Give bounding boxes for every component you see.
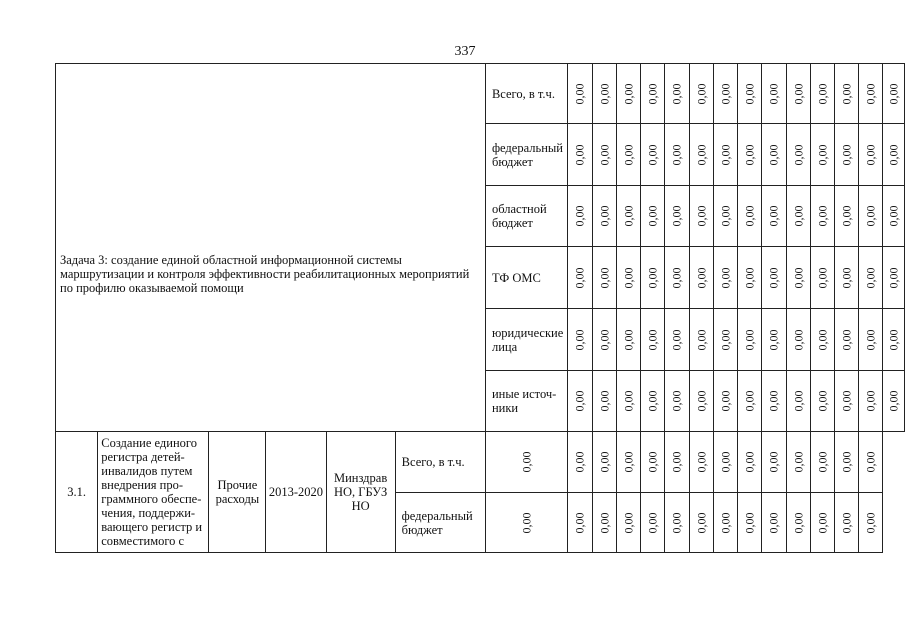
value-cell — [592, 186, 616, 247]
value-cell — [592, 247, 616, 309]
value-cell — [713, 493, 737, 553]
value-cell — [835, 186, 859, 247]
value-cell — [810, 309, 834, 371]
value-text: 0,00 — [815, 83, 830, 104]
value-text: 0,00 — [669, 267, 684, 288]
value-cell — [738, 186, 762, 247]
value-cell — [568, 124, 592, 186]
value-cell — [786, 64, 810, 124]
value-cell — [859, 186, 883, 247]
value-cell — [786, 493, 810, 553]
value-cell — [883, 309, 905, 371]
value-cell — [835, 124, 859, 186]
value-cell — [689, 432, 713, 493]
value-text: 0,00 — [839, 390, 854, 412]
value-text: 0,00 — [572, 512, 587, 533]
value-text: 0,00 — [815, 329, 830, 350]
value-text: 0,00 — [572, 205, 587, 227]
value-text: 0,00 — [791, 451, 806, 473]
value-cell — [835, 309, 859, 371]
value-text: 0,00 — [669, 83, 684, 104]
item-name: Создание единого регистра детей-инвалидов путем внедрения про-граммного обеспе-чения, поддержи-вающего регистр и совместимого с — [98, 432, 209, 553]
value-cell — [689, 124, 713, 186]
value-cell — [810, 124, 834, 186]
value-cell — [616, 309, 640, 371]
value-text: 0,00 — [791, 267, 806, 288]
value-cell — [786, 247, 810, 309]
value-cell — [689, 309, 713, 371]
period: 2013-2020 — [266, 432, 326, 553]
value-text: 0,00 — [621, 329, 636, 350]
value-text: 0,00 — [597, 390, 612, 412]
value-cell — [738, 309, 762, 371]
value-cell — [762, 371, 786, 432]
value-text: 0,00 — [839, 144, 854, 165]
value-cell — [835, 432, 859, 493]
value-cell — [762, 493, 786, 553]
value-text: 0,00 — [863, 329, 878, 350]
value-text: 0,00 — [621, 267, 636, 288]
value-cell — [592, 64, 616, 124]
funding-source: областной бюджет — [485, 186, 567, 247]
value-text: 0,00 — [645, 329, 660, 350]
value-text: 0,00 — [742, 329, 757, 350]
value-cell — [485, 493, 567, 553]
executor: Минздрав НО, ГБУЗ НО — [326, 432, 395, 553]
value-text: 0,00 — [645, 205, 660, 227]
value-text: 0,00 — [791, 205, 806, 227]
value-text: 0,00 — [839, 267, 854, 288]
value-text: 0,00 — [815, 205, 830, 227]
value-cell — [568, 371, 592, 432]
value-text: 0,00 — [519, 451, 534, 473]
value-cell — [883, 247, 905, 309]
value-cell — [616, 432, 640, 493]
value-cell — [762, 309, 786, 371]
value-cell — [786, 432, 810, 493]
value-text: 0,00 — [669, 512, 684, 533]
value-text: 0,00 — [718, 205, 733, 227]
value-cell — [835, 371, 859, 432]
value-cell — [810, 247, 834, 309]
value-text: 0,00 — [863, 390, 878, 412]
value-text: 0,00 — [519, 512, 534, 533]
value-text: 0,00 — [572, 144, 587, 165]
value-cell — [859, 124, 883, 186]
value-cell — [616, 64, 640, 124]
value-text: 0,00 — [645, 451, 660, 473]
value-text: 0,00 — [718, 267, 733, 288]
value-cell — [592, 371, 616, 432]
value-text: 0,00 — [742, 267, 757, 288]
value-cell — [665, 124, 689, 186]
value-cell — [568, 432, 592, 493]
value-cell — [568, 309, 592, 371]
value-cell — [689, 247, 713, 309]
task-description: Задача 3: создание единой областной информационной системы маршрутизации и контроля эффективности реабилитационных мероприятий по профилю оказываемой помощи — [60, 252, 470, 295]
value-text: 0,00 — [791, 329, 806, 350]
value-cell — [810, 493, 834, 553]
value-text: 0,00 — [694, 451, 709, 473]
value-cell — [810, 432, 834, 493]
value-text: 0,00 — [597, 451, 612, 473]
value-text: 0,00 — [572, 329, 587, 350]
value-text: 0,00 — [669, 329, 684, 350]
value-cell — [689, 186, 713, 247]
value-text: 0,00 — [718, 390, 733, 412]
value-text: 0,00 — [621, 451, 636, 473]
value-text: 0,00 — [572, 451, 587, 473]
value-text: 0,00 — [839, 205, 854, 227]
value-text: 0,00 — [766, 83, 781, 104]
value-text: 0,00 — [742, 205, 757, 227]
value-text: 0,00 — [886, 144, 901, 165]
value-text: 0,00 — [597, 144, 612, 165]
value-text: 0,00 — [694, 390, 709, 412]
value-cell — [641, 64, 665, 124]
value-cell — [762, 64, 786, 124]
value-cell — [616, 124, 640, 186]
value-cell — [859, 247, 883, 309]
value-text: 0,00 — [742, 83, 757, 104]
value-text: 0,00 — [886, 390, 901, 412]
value-text: 0,00 — [742, 144, 757, 165]
value-text: 0,00 — [572, 267, 587, 288]
value-text: 0,00 — [645, 83, 660, 104]
value-cell — [738, 64, 762, 124]
funding-source: юридические лица — [485, 309, 567, 371]
value-cell — [713, 124, 737, 186]
table-row — [56, 432, 905, 493]
task-description-cell — [56, 64, 486, 432]
value-text: 0,00 — [621, 205, 636, 227]
value-text: 0,00 — [718, 329, 733, 350]
value-text: 0,00 — [742, 512, 757, 533]
value-cell — [738, 247, 762, 309]
value-text: 0,00 — [766, 390, 781, 412]
value-text: 0,00 — [863, 205, 878, 227]
budget-table — [55, 63, 905, 553]
value-text: 0,00 — [645, 267, 660, 288]
value-text: 0,00 — [621, 83, 636, 104]
value-cell — [568, 186, 592, 247]
value-cell — [738, 432, 762, 493]
value-text: 0,00 — [839, 451, 854, 473]
value-cell — [810, 186, 834, 247]
value-cell — [689, 493, 713, 553]
value-cell — [738, 493, 762, 553]
value-cell — [762, 247, 786, 309]
value-text: 0,00 — [597, 205, 612, 227]
funding-source: федеральный бюджет — [485, 124, 567, 186]
value-text: 0,00 — [694, 267, 709, 288]
value-cell — [665, 247, 689, 309]
value-cell — [859, 309, 883, 371]
value-cell — [713, 64, 737, 124]
value-cell — [641, 124, 665, 186]
value-cell — [835, 493, 859, 553]
value-cell — [883, 64, 905, 124]
value-text: 0,00 — [645, 144, 660, 165]
value-cell — [689, 371, 713, 432]
funding-source: Всего, в т.ч. — [485, 64, 567, 124]
value-text: 0,00 — [766, 329, 781, 350]
value-text: 0,00 — [863, 451, 878, 473]
page-number: 337 — [454, 44, 476, 59]
value-cell — [786, 371, 810, 432]
value-cell — [713, 309, 737, 371]
value-cell — [738, 371, 762, 432]
value-text: 0,00 — [669, 451, 684, 473]
value-cell — [665, 64, 689, 124]
value-cell — [616, 247, 640, 309]
value-text: 0,00 — [839, 329, 854, 350]
value-cell — [665, 309, 689, 371]
value-cell — [810, 371, 834, 432]
value-cell — [592, 432, 616, 493]
value-cell — [616, 186, 640, 247]
value-cell — [713, 432, 737, 493]
value-text: 0,00 — [791, 83, 806, 104]
value-text: 0,00 — [886, 205, 901, 227]
value-text: 0,00 — [863, 512, 878, 533]
value-text: 0,00 — [597, 83, 612, 104]
value-cell — [859, 371, 883, 432]
value-text: 0,00 — [597, 267, 612, 288]
value-cell — [713, 247, 737, 309]
value-cell — [641, 186, 665, 247]
value-cell — [883, 186, 905, 247]
value-cell — [786, 309, 810, 371]
value-cell — [786, 186, 810, 247]
value-text: 0,00 — [863, 83, 878, 104]
value-text: 0,00 — [718, 512, 733, 533]
funding-source: Всего, в т.ч. — [395, 432, 485, 493]
value-text: 0,00 — [621, 512, 636, 533]
value-cell — [568, 247, 592, 309]
value-text: 0,00 — [863, 144, 878, 165]
value-cell — [689, 64, 713, 124]
value-cell — [641, 371, 665, 432]
value-text: 0,00 — [815, 267, 830, 288]
value-text: 0,00 — [839, 83, 854, 104]
value-text: 0,00 — [572, 83, 587, 104]
value-cell — [859, 493, 883, 553]
value-cell — [762, 186, 786, 247]
value-text: 0,00 — [766, 451, 781, 473]
value-cell — [568, 493, 592, 553]
value-text: 0,00 — [645, 512, 660, 533]
value-text: 0,00 — [621, 390, 636, 412]
value-cell — [665, 186, 689, 247]
value-text: 0,00 — [669, 390, 684, 412]
value-cell — [835, 64, 859, 124]
value-cell — [738, 124, 762, 186]
value-text: 0,00 — [886, 267, 901, 288]
value-cell — [883, 124, 905, 186]
value-text: 0,00 — [694, 329, 709, 350]
value-text: 0,00 — [815, 512, 830, 533]
value-text: 0,00 — [791, 390, 806, 412]
value-cell — [616, 371, 640, 432]
value-text: 0,00 — [766, 205, 781, 227]
value-text: 0,00 — [742, 390, 757, 412]
value-text: 0,00 — [694, 144, 709, 165]
value-text: 0,00 — [597, 329, 612, 350]
value-cell — [762, 432, 786, 493]
value-text: 0,00 — [886, 329, 901, 350]
table-row — [56, 64, 905, 124]
value-cell — [786, 124, 810, 186]
value-text: 0,00 — [766, 267, 781, 288]
value-cell — [835, 247, 859, 309]
value-cell — [713, 371, 737, 432]
item-number: 3.1. — [56, 432, 98, 553]
value-text: 0,00 — [694, 83, 709, 104]
value-cell — [859, 432, 883, 493]
value-text: 0,00 — [766, 144, 781, 165]
value-text: 0,00 — [597, 512, 612, 533]
value-cell — [883, 371, 905, 432]
value-cell — [665, 493, 689, 553]
value-text: 0,00 — [572, 390, 587, 412]
value-cell — [641, 493, 665, 553]
value-text: 0,00 — [718, 451, 733, 473]
value-cell — [641, 309, 665, 371]
value-cell — [665, 432, 689, 493]
funding-source: ТФ ОМС — [485, 247, 567, 309]
value-text: 0,00 — [718, 144, 733, 165]
value-cell — [665, 371, 689, 432]
value-cell — [641, 432, 665, 493]
value-cell — [485, 432, 567, 493]
value-text: 0,00 — [645, 390, 660, 412]
value-text: 0,00 — [863, 267, 878, 288]
value-text: 0,00 — [839, 512, 854, 533]
value-cell — [616, 493, 640, 553]
value-cell — [762, 124, 786, 186]
value-text: 0,00 — [815, 144, 830, 165]
value-text: 0,00 — [694, 512, 709, 533]
value-cell — [592, 309, 616, 371]
value-text: 0,00 — [669, 205, 684, 227]
value-cell — [810, 64, 834, 124]
value-text: 0,00 — [791, 144, 806, 165]
value-text: 0,00 — [791, 512, 806, 533]
value-text: 0,00 — [669, 144, 684, 165]
value-text: 0,00 — [621, 144, 636, 165]
value-text: 0,00 — [718, 83, 733, 104]
funding-source: федеральный бюджет — [395, 493, 485, 553]
value-cell — [859, 64, 883, 124]
value-text: 0,00 — [694, 205, 709, 227]
value-cell — [641, 247, 665, 309]
expense-type: Прочие расходы — [209, 432, 266, 553]
value-text: 0,00 — [886, 83, 901, 104]
value-cell — [568, 64, 592, 124]
value-text: 0,00 — [815, 451, 830, 473]
value-text: 0,00 — [815, 390, 830, 412]
funding-source: иные источ-ники — [485, 371, 567, 432]
value-cell — [713, 186, 737, 247]
value-cell — [592, 493, 616, 553]
value-cell — [592, 124, 616, 186]
value-text: 0,00 — [766, 512, 781, 533]
value-text: 0,00 — [742, 451, 757, 473]
